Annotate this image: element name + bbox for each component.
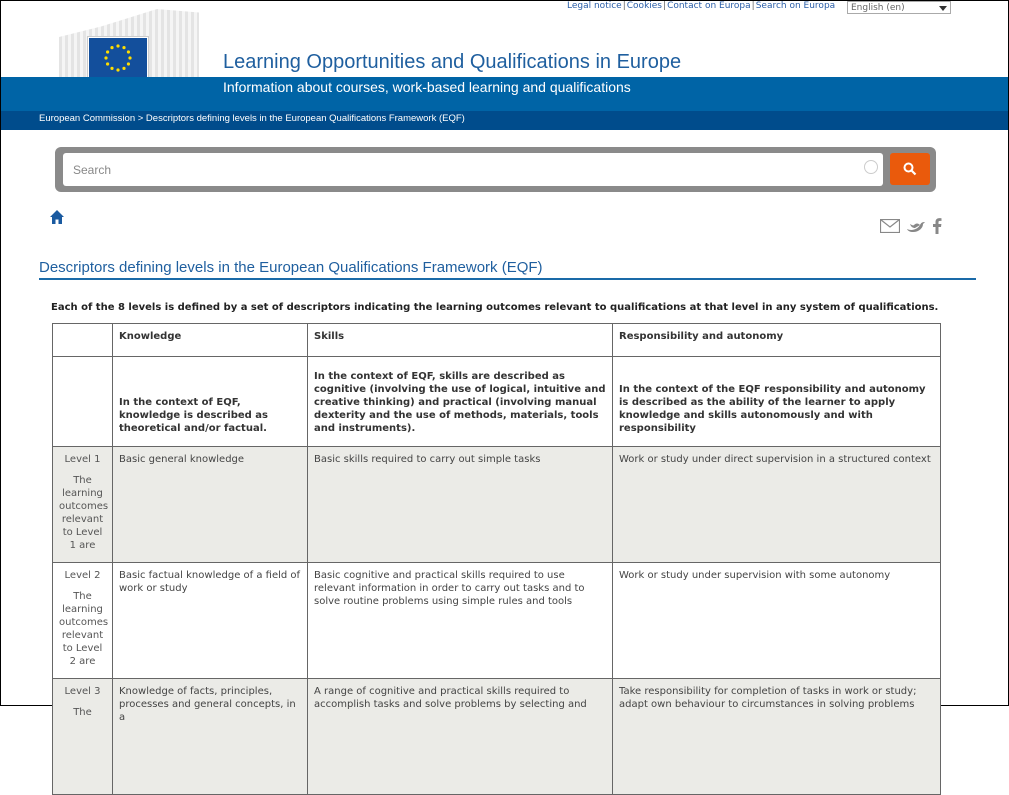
- table-header-row: [53, 324, 941, 357]
- responsibility-cell: Work or study under direct supervision in a structured context: [613, 447, 941, 563]
- eu-flag-icon: [89, 38, 147, 78]
- knowledge-cell: Basic factual knowledge of a field of work or study: [113, 563, 308, 679]
- header-knowledge: Knowledge: [113, 324, 308, 357]
- facebook-icon[interactable]: [932, 218, 942, 234]
- responsibility-cell: Work or study under supervision with some autonomy: [613, 563, 941, 679]
- search-icon: [903, 162, 917, 176]
- home-icon[interactable]: [49, 209, 65, 229]
- level-name: Level 3: [64, 686, 101, 697]
- level-desc: The: [73, 707, 92, 718]
- table-row: [53, 563, 941, 679]
- page-title: Descriptors defining levels in the European Qualifications Framework (EQF): [39, 259, 543, 276]
- definition-responsibility: In the context of the EQF responsibility and autonomy is described as the ability of the learner to apply knowledge and skills autonomously and with responsibility: [613, 357, 941, 447]
- table-row: [53, 447, 941, 563]
- language-select[interactable]: [847, 1, 951, 14]
- header-responsibility: Responsibility and autonomy: [613, 324, 941, 357]
- title-divider: [39, 278, 976, 280]
- search-input[interactable]: [63, 153, 883, 186]
- definition-knowledge: In the context of EQF, knowledge is described as theoretical and/or factual.: [113, 357, 308, 447]
- share-icons: [880, 218, 942, 234]
- cookies-link[interactable]: Cookies: [626, 1, 663, 11]
- definition-skills: In the context of EQF, skills are described as cognitive (involving the use of logical, intuitive and creative thinking) and practical (involving manual dexterity and the use of methods, materials, tools and instruments).: [308, 357, 613, 447]
- level-cell: [53, 563, 113, 679]
- header-skills: Skills: [308, 324, 613, 357]
- level-name: Level 1: [64, 454, 101, 465]
- clear-search-icon[interactable]: [864, 160, 878, 174]
- eqf-descriptor-table: [52, 323, 941, 795]
- chevron-down-icon: [939, 6, 947, 11]
- level-cell: [53, 679, 113, 795]
- level-desc: The learning outcomes relevant to Level 2 are: [59, 591, 109, 667]
- contact-link[interactable]: Contact on Europa: [667, 1, 751, 11]
- site-title[interactable]: Learning Opportunities and Qualifications in Europe: [223, 51, 682, 73]
- level-cell: [53, 447, 113, 563]
- language-value: English (en): [851, 3, 905, 13]
- definition-empty: [53, 357, 113, 447]
- site-subtitle: Information about courses, work-based learning and qualifications: [223, 79, 631, 95]
- knowledge-cell: Basic general knowledge: [113, 447, 308, 563]
- header-empty: [53, 324, 113, 357]
- skills-cell: Basic cognitive and practical skills required to use relevant information in order to carry out tasks and to solve routine problems using simple rules and tools: [308, 563, 613, 679]
- table-row: [53, 679, 941, 795]
- top-links: Legal notice|Cookies|Contact on Europa|Search on Europa: [567, 1, 836, 11]
- intro-text: Each of the 8 levels is defined by a set of descriptors indicating the learning outcomes relevant to qualifications at that level in any system of qualifications.: [51, 302, 939, 313]
- legal-notice-link[interactable]: Legal notice: [567, 1, 622, 11]
- skills-cell: Basic skills required to carry out simple tasks: [308, 447, 613, 563]
- mail-icon[interactable]: [880, 219, 900, 233]
- responsibility-cell: Take responsibility for completion of tasks in work or study; adapt own behaviour to circumstances in solving problems: [613, 679, 941, 795]
- search-button[interactable]: [890, 153, 930, 185]
- breadcrumb[interactable]: European Commission > Descriptors defining levels in the European Qualifications Framework (EQF): [39, 113, 465, 124]
- skills-cell: A range of cognitive and practical skills required to accomplish tasks and solve problems by selecting and: [308, 679, 613, 795]
- definition-row: [53, 357, 941, 447]
- level-desc: The learning outcomes relevant to Level 1 are: [59, 475, 109, 551]
- knowledge-cell: Knowledge of facts, principles, processes and general concepts, in a: [113, 679, 308, 795]
- level-name: Level 2: [64, 570, 101, 581]
- search-europa-link[interactable]: Search on Europa: [755, 1, 836, 11]
- twitter-icon[interactable]: [906, 219, 926, 233]
